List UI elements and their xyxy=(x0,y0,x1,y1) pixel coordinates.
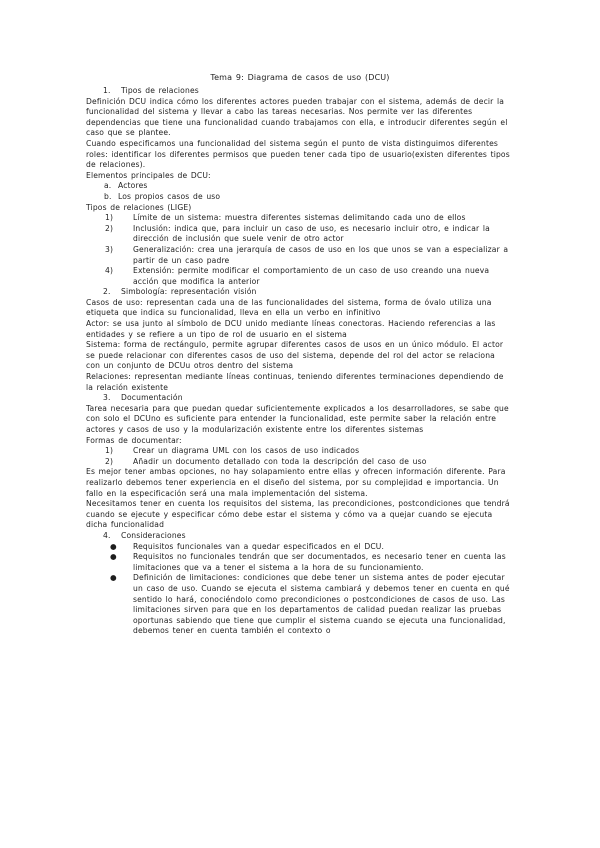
list-item xyxy=(86,542,512,553)
list-item xyxy=(86,192,512,203)
paragraph: Definición DCU indica cómo los diferentes actores pueden trabajar con el sistema, además de decir la funcionalidad del sistema y llevar a cabo las tareas necesarias. Nos permite ver las diferentes dependencias que tiene una funcionalidad cuando trabajamos con ella, e introducir diferentes según el caso que se plantee. xyxy=(86,96,508,138)
bullet-icon: ● xyxy=(110,552,117,562)
bullet-icon: ● xyxy=(110,541,117,551)
section-number: 4. xyxy=(103,530,111,540)
paragraph: Tarea necesaria para que puedan quedar suficientemente explicados a los desarrolladores, se sabe que con solo el DCUno es suficiente para entender la funcionalidad, este permite saber la relación entre actores y casos de uso y la modularización existente entre los diferentes sistemas xyxy=(86,403,509,434)
list-item-text: Definición de limitaciones: condiciones que debe tener un sistema antes de poder ejecutar un caso de uso. Cuando se ejecuta el sistema cambiará y debemos tener en cuenta en qué sentido lo hará, conociéndolo como precondiciones o postcondiciones de casos de uso. Las limitaciones sirven para que en los departamentos de calidad puedan realizar las pruebas oportunas sabiendo que tiene que cumplir el sistema cuando se ejecuta una funcionalidad, debemos tener en cuenta también el contexto o xyxy=(133,573,510,636)
list-marker: 1) xyxy=(105,213,114,223)
list-item-text: Límite de un sistema: muestra diferentes sistemas delimitando cada uno de ellos xyxy=(133,213,466,223)
list-item xyxy=(86,446,512,457)
list-item-text: Los propios casos de uso xyxy=(118,191,221,201)
section-number: 1. xyxy=(103,86,111,95)
paragraph: Casos de uso: representan cada una de las funcionalidades del sistema, forma de óvalo utiliza una etiqueta que indica su funcionalidad, lleva en ella un verbo en infinitivo xyxy=(86,297,492,318)
list-item xyxy=(86,213,512,224)
list-item-text: Crear un diagrama UML con los casos de uso indicados xyxy=(133,446,360,456)
paragraph: Actor: se usa junto al símbolo de DCU unido mediante líneas conectoras. Haciendo referencias a las entidades y se refiere a un tipo de rol de usuario en el sistema xyxy=(86,319,496,339)
list-marker: 2) xyxy=(105,223,114,233)
list-item xyxy=(86,245,512,266)
list-marker: 1) xyxy=(105,446,114,456)
paragraph: Es mejor tener ambas opciones, no hay solapamiento entre ellas y ofrecen información diferente. Para realizarlo debemos tener experiencia en el diseño del sistema, por su complejidad e importancia. Un fallo en la especificación será una mala implementación del sistema. xyxy=(86,467,506,498)
document-body xyxy=(86,86,512,637)
list-heading: Tipos de relaciones (LIGE) xyxy=(86,202,192,212)
section-title: Documentación xyxy=(121,393,183,403)
list-marker: a. xyxy=(104,181,112,191)
list-item xyxy=(86,573,512,637)
section-heading xyxy=(86,531,512,542)
list-item xyxy=(86,266,512,287)
paragraph: Sistema: forma de rectángulo, permite agrupar diferentes casos de usos en un único módulo. El actor se puede relacionar con diferentes casos de uso del sistema, depende del rol del actor se relaciona con un conjunto de DCUu otros dentro del sistema xyxy=(86,340,504,371)
list-item-text: Requisitos no funcionales tendrán que ser documentados, es necesario tener en cuenta las limitaciones que va a tener el sistema a la hora de su funcionamiento. xyxy=(133,552,506,572)
list-heading: Formas de documentar: xyxy=(86,435,182,445)
page-title: Tema 9: Diagrama de casos de uso (DCU) xyxy=(210,73,390,82)
list-item-text: Extensión: permite modificar el comportamiento de un caso de uso creando una nueva acción que modifica la anterior xyxy=(133,266,490,286)
section-heading xyxy=(86,86,512,97)
paragraph: Cuando especificamos una funcionalidad del sistema según el punto de vista distinguimos diferentes roles: identificar los diferentes permisos que pueden tener cada tipo de usuario(existen diferentes tipos de relaciones). xyxy=(86,138,510,170)
list-item-text: Generalización: crea una jerarquía de casos de uso en los que unos se van a especializar a partir de un caso padre xyxy=(133,244,509,265)
paragraph: Relaciones: representan mediante líneas continuas, teniendo diferentes terminaciones dependiendo de la relación existente xyxy=(86,372,504,392)
paragraph: Necesitamos tener en cuenta los requisitos del sistema, las precondiciones, postcondiciones que tendrá cuando se ejecute y especificar cómo debe estar el sistema y cómo va a quejar cuando se ejecuta dicha funcionalidad xyxy=(86,499,510,530)
list-marker: 3) xyxy=(105,244,114,254)
list-heading: Elementos principales de DCU: xyxy=(86,170,211,180)
section-title: Tipos de relaciones xyxy=(121,86,199,95)
section-heading xyxy=(86,393,512,404)
list-marker: 2) xyxy=(105,456,114,466)
list-item xyxy=(86,224,512,245)
list-item-text: Añadir un documento detallado con toda la descripción del caso de uso xyxy=(133,456,427,466)
list-item-text: Actores xyxy=(118,181,148,191)
section-number: 2. xyxy=(103,287,111,297)
section-title: Simbología: representación visión xyxy=(121,287,257,297)
list-item-text: Requisitos funcionales van a quedar especificados en el DCU. xyxy=(133,541,385,551)
list-item xyxy=(86,552,512,573)
section-number: 3. xyxy=(103,393,111,403)
list-marker: 4) xyxy=(105,266,114,276)
list-item xyxy=(86,181,512,192)
section-title: Consideraciones xyxy=(121,530,186,540)
list-item-text: Inclusión: indica que, para incluir un caso de uso, es necesario incluir otro, e indicar la dirección de inclusión que suele venir de otro actor xyxy=(133,223,490,244)
section-heading xyxy=(86,287,512,298)
list-item xyxy=(86,457,512,468)
list-marker: b. xyxy=(104,191,112,201)
bullet-icon: ● xyxy=(110,573,117,583)
